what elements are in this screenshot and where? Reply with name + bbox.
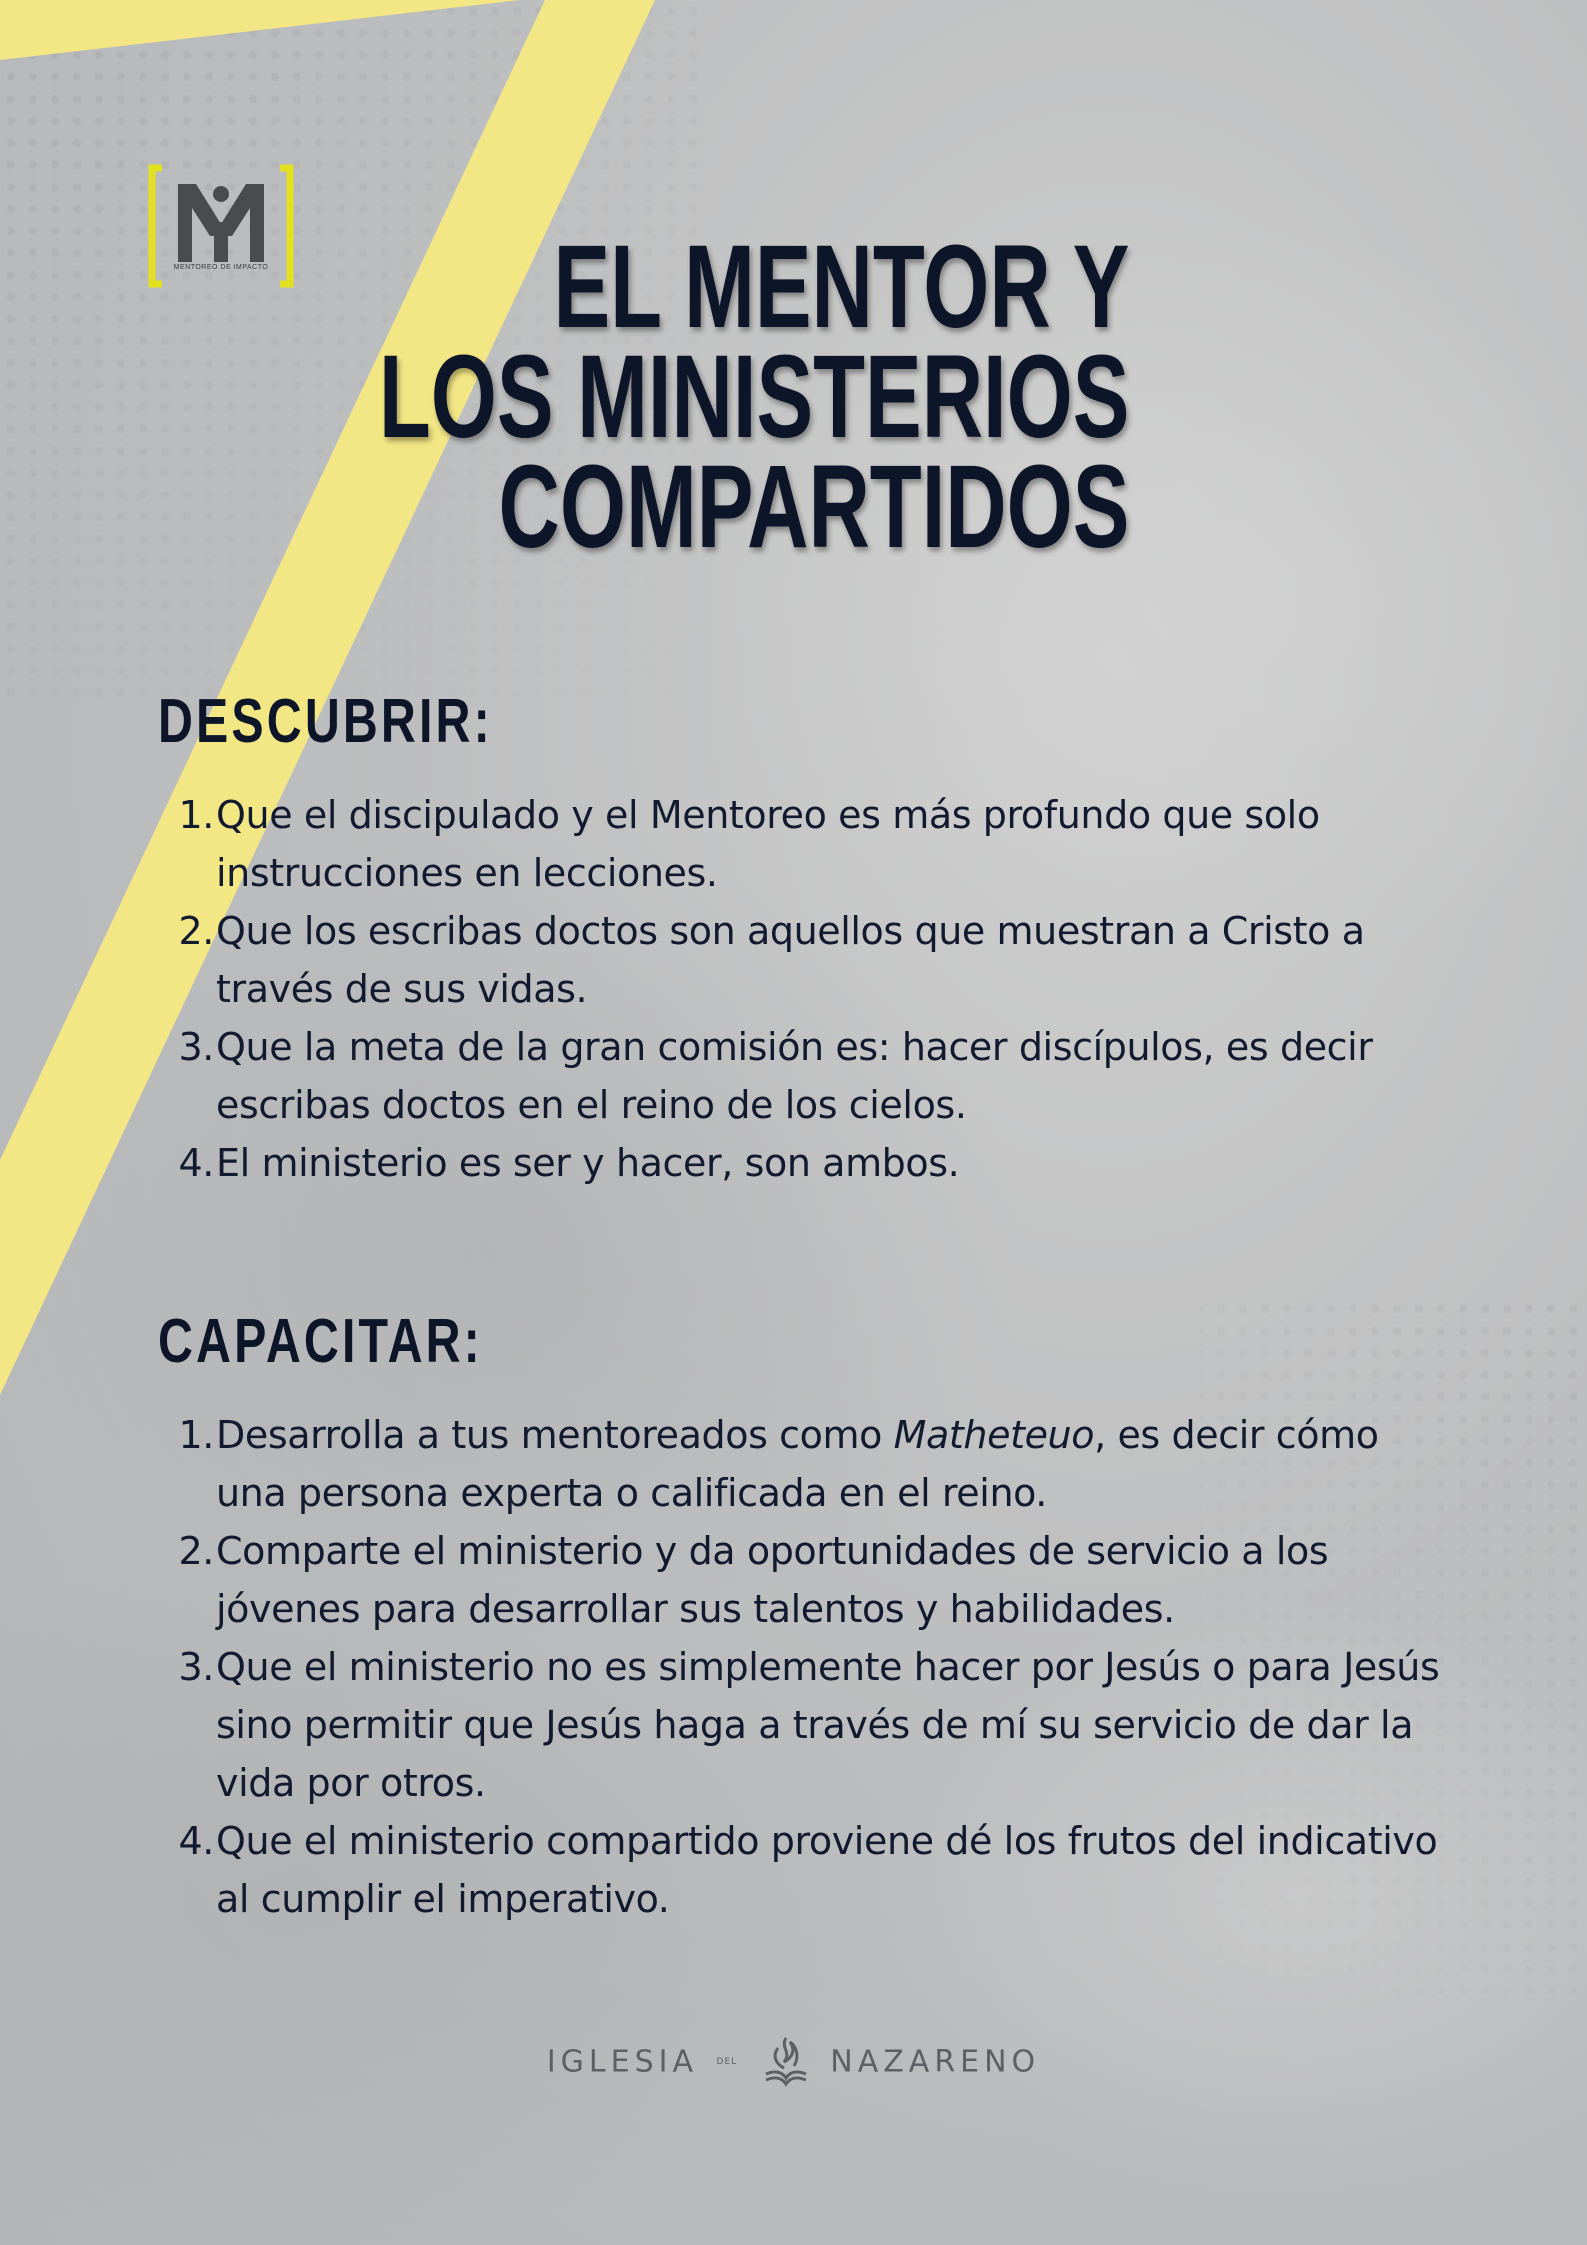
logo-caption: MENTOREO DE IMPACTO [173, 264, 269, 271]
footer-iglesia: IGLESIA [546, 2044, 698, 2080]
list-item-text-emphasis: Matheteuo [893, 1413, 1095, 1457]
footer-nazareno: NAZARENO [830, 2044, 1041, 2080]
list-item-number: 4. [178, 1819, 214, 1863]
list-item-text: Comparte el ministerio y da oportunidades de servicio a los jóvenes para desarrollar sus talentos y habilidades. [216, 1529, 1329, 1631]
list-item-number: 1. [178, 793, 214, 837]
list-item [160, 1134, 1460, 1192]
list-item [160, 1638, 1460, 1812]
list-item [160, 1406, 1460, 1522]
list-item [160, 1522, 1460, 1638]
mentoreo-de-impacto-logo-icon [148, 164, 294, 290]
list-item-text: Que el discipulado y el Mentoreo es más profundo que solo instrucciones en lecciones. [216, 793, 1320, 895]
list-item-number: 2. [178, 909, 214, 953]
section-heading-capacitar: CAPACITAR: [158, 1307, 483, 1376]
page-title [378, 221, 1129, 573]
flame-book-icon [762, 2034, 810, 2090]
list-item-text-pre: Desarrolla a tus mentoreados como [216, 1413, 894, 1457]
list-item [160, 902, 1460, 1018]
list-item [160, 786, 1460, 902]
list-item-number: 1. [178, 1413, 214, 1457]
list-item-text: El ministerio es ser y hacer, son ambos. [216, 1141, 960, 1185]
church-footer-logo [0, 2034, 1587, 2090]
list-item-text: Que el ministerio compartido proviene dé los frutos del indicativo al cumplir el imperativo. [216, 1819, 1438, 1921]
section-heading-descubrir: DESCUBRIR: [158, 687, 493, 756]
list-item-text [216, 1413, 1379, 1515]
list-item-text: Que los escribas doctos son aquellos que muestran a Cristo a través de sus vidas. [216, 909, 1365, 1011]
list-item-text: Que el ministerio no es simplemente hacer por Jesús o para Jesús sino permitir que Jesús haga a través de mí su servicio de dar la vida por otros. [216, 1645, 1440, 1805]
list-item [160, 1018, 1460, 1134]
list-item-number: 4. [178, 1141, 214, 1185]
descubrir-list [160, 786, 1460, 1192]
list-item-number: 3. [178, 1025, 214, 1069]
list-item-number: 2. [178, 1529, 214, 1573]
title-line-1: EL MENTOR Y [553, 221, 1129, 353]
title-line-3: COMPARTIDOS [498, 441, 1129, 573]
title-line-2: LOS MINISTERIOS [378, 331, 1129, 463]
list-item [160, 1812, 1460, 1928]
mentoreo-logo [148, 164, 294, 290]
list-item-text-post: , es decir cómo una persona experta o calificada en el reino. [216, 1413, 1379, 1515]
list-item-number: 3. [178, 1645, 214, 1689]
capacitar-list [160, 1406, 1460, 1928]
footer-del: DEL [716, 2057, 738, 2067]
list-item-text: Que la meta de la gran comisión es: hacer discípulos, es decir escribas doctos en el reino de los cielos. [216, 1025, 1373, 1127]
